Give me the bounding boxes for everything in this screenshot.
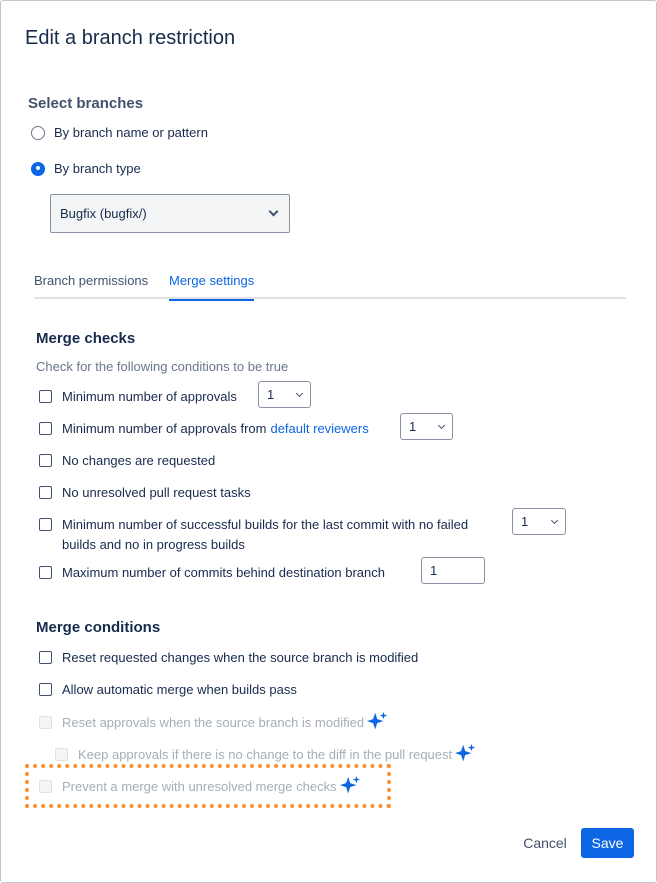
default-reviewers-select[interactable] [400,413,453,440]
checkbox-disabled [55,748,68,761]
tab-merge-settings[interactable]: Merge settings [169,273,254,299]
chevron-down-icon [438,421,445,428]
cancel-button[interactable]: Cancel [515,828,575,858]
save-button[interactable]: Save [581,828,634,858]
tab-bar [34,273,626,299]
cond-reset-requested-changes[interactable] [39,650,418,665]
branch-type-value: Bugfix (bugfix/) [60,206,147,221]
radio-button[interactable] [31,126,45,140]
chevron-down-icon [551,516,558,523]
check-label: No unresolved pull request tasks [62,485,251,500]
check-min-approvals-default-reviewers[interactable] [39,421,369,436]
merge-checks-subtext: Check for the following conditions to be true [36,359,289,374]
radio-branch-name-pattern[interactable] [31,125,208,140]
check-label: Prevent a merge with unresolved merge checks [62,778,337,794]
check-max-commits-behind[interactable] [39,565,385,580]
checkbox[interactable] [39,683,52,696]
cond-auto-merge[interactable] [39,682,297,697]
dialog-title: Edit a branch restriction [25,27,236,49]
checkbox[interactable] [39,454,52,467]
check-label: No changes are requested [62,453,216,468]
max-commits-input[interactable]: 1 [421,557,485,584]
select-value: 1 [409,419,417,434]
chevron-down-icon [296,389,303,396]
radio-label: By branch name or pattern [54,125,208,140]
sparkle-icon [366,711,388,733]
check-label-line1: Minimum number of successful builds for the last commit with no failed [62,517,469,532]
check-no-changes-requested[interactable] [39,453,215,468]
check-no-unresolved-tasks[interactable] [39,485,251,500]
checkbox[interactable] [39,422,52,435]
cond-reset-approvals [39,711,388,733]
select-value: 1 [267,387,275,402]
merge-conditions-heading: Merge conditions [36,619,161,636]
select-branches-heading: Select branches [28,95,144,112]
check-label: Allow automatic merge when builds pass [62,682,297,697]
tab-branch-permissions[interactable]: Branch permissions [34,273,149,288]
radio-label: By branch type [54,161,141,176]
checkbox[interactable] [39,390,52,403]
check-label: Maximum number of commits behind destination branch [62,565,385,580]
check-label: Reset requested changes when the source branch is modified [62,650,419,665]
check-label [62,515,468,555]
branch-type-select[interactable] [50,194,290,233]
check-min-approvals[interactable] [39,389,237,404]
merge-checks-heading: Merge checks [36,330,136,347]
radio-branch-type[interactable] [31,161,141,176]
default-reviewers-link[interactable]: default reviewers [270,421,369,436]
successful-builds-select[interactable] [512,508,566,535]
checkbox[interactable] [39,566,52,579]
checkbox-disabled [39,716,52,729]
radio-button-checked[interactable] [31,162,45,176]
min-approvals-select[interactable] [258,381,311,408]
check-label: Minimum number of approvals from [62,421,267,436]
check-label: Keep approvals if there is no change to the diff in the pull request [78,746,453,762]
highlight-outline [25,764,391,808]
check-label: Minimum number of approvals [62,389,237,404]
checkbox[interactable] [39,651,52,664]
chevron-down-icon [269,207,279,217]
sparkle-icon [454,743,476,765]
check-label-line2: builds and no in progress builds [62,537,245,552]
checkbox[interactable] [39,518,52,531]
check-label: Reset approvals when the source branch is modified [62,714,365,730]
cond-keep-approvals [55,743,476,765]
check-successful-builds[interactable] [39,515,468,555]
checkbox[interactable] [39,486,52,499]
select-value: 1 [521,514,529,529]
